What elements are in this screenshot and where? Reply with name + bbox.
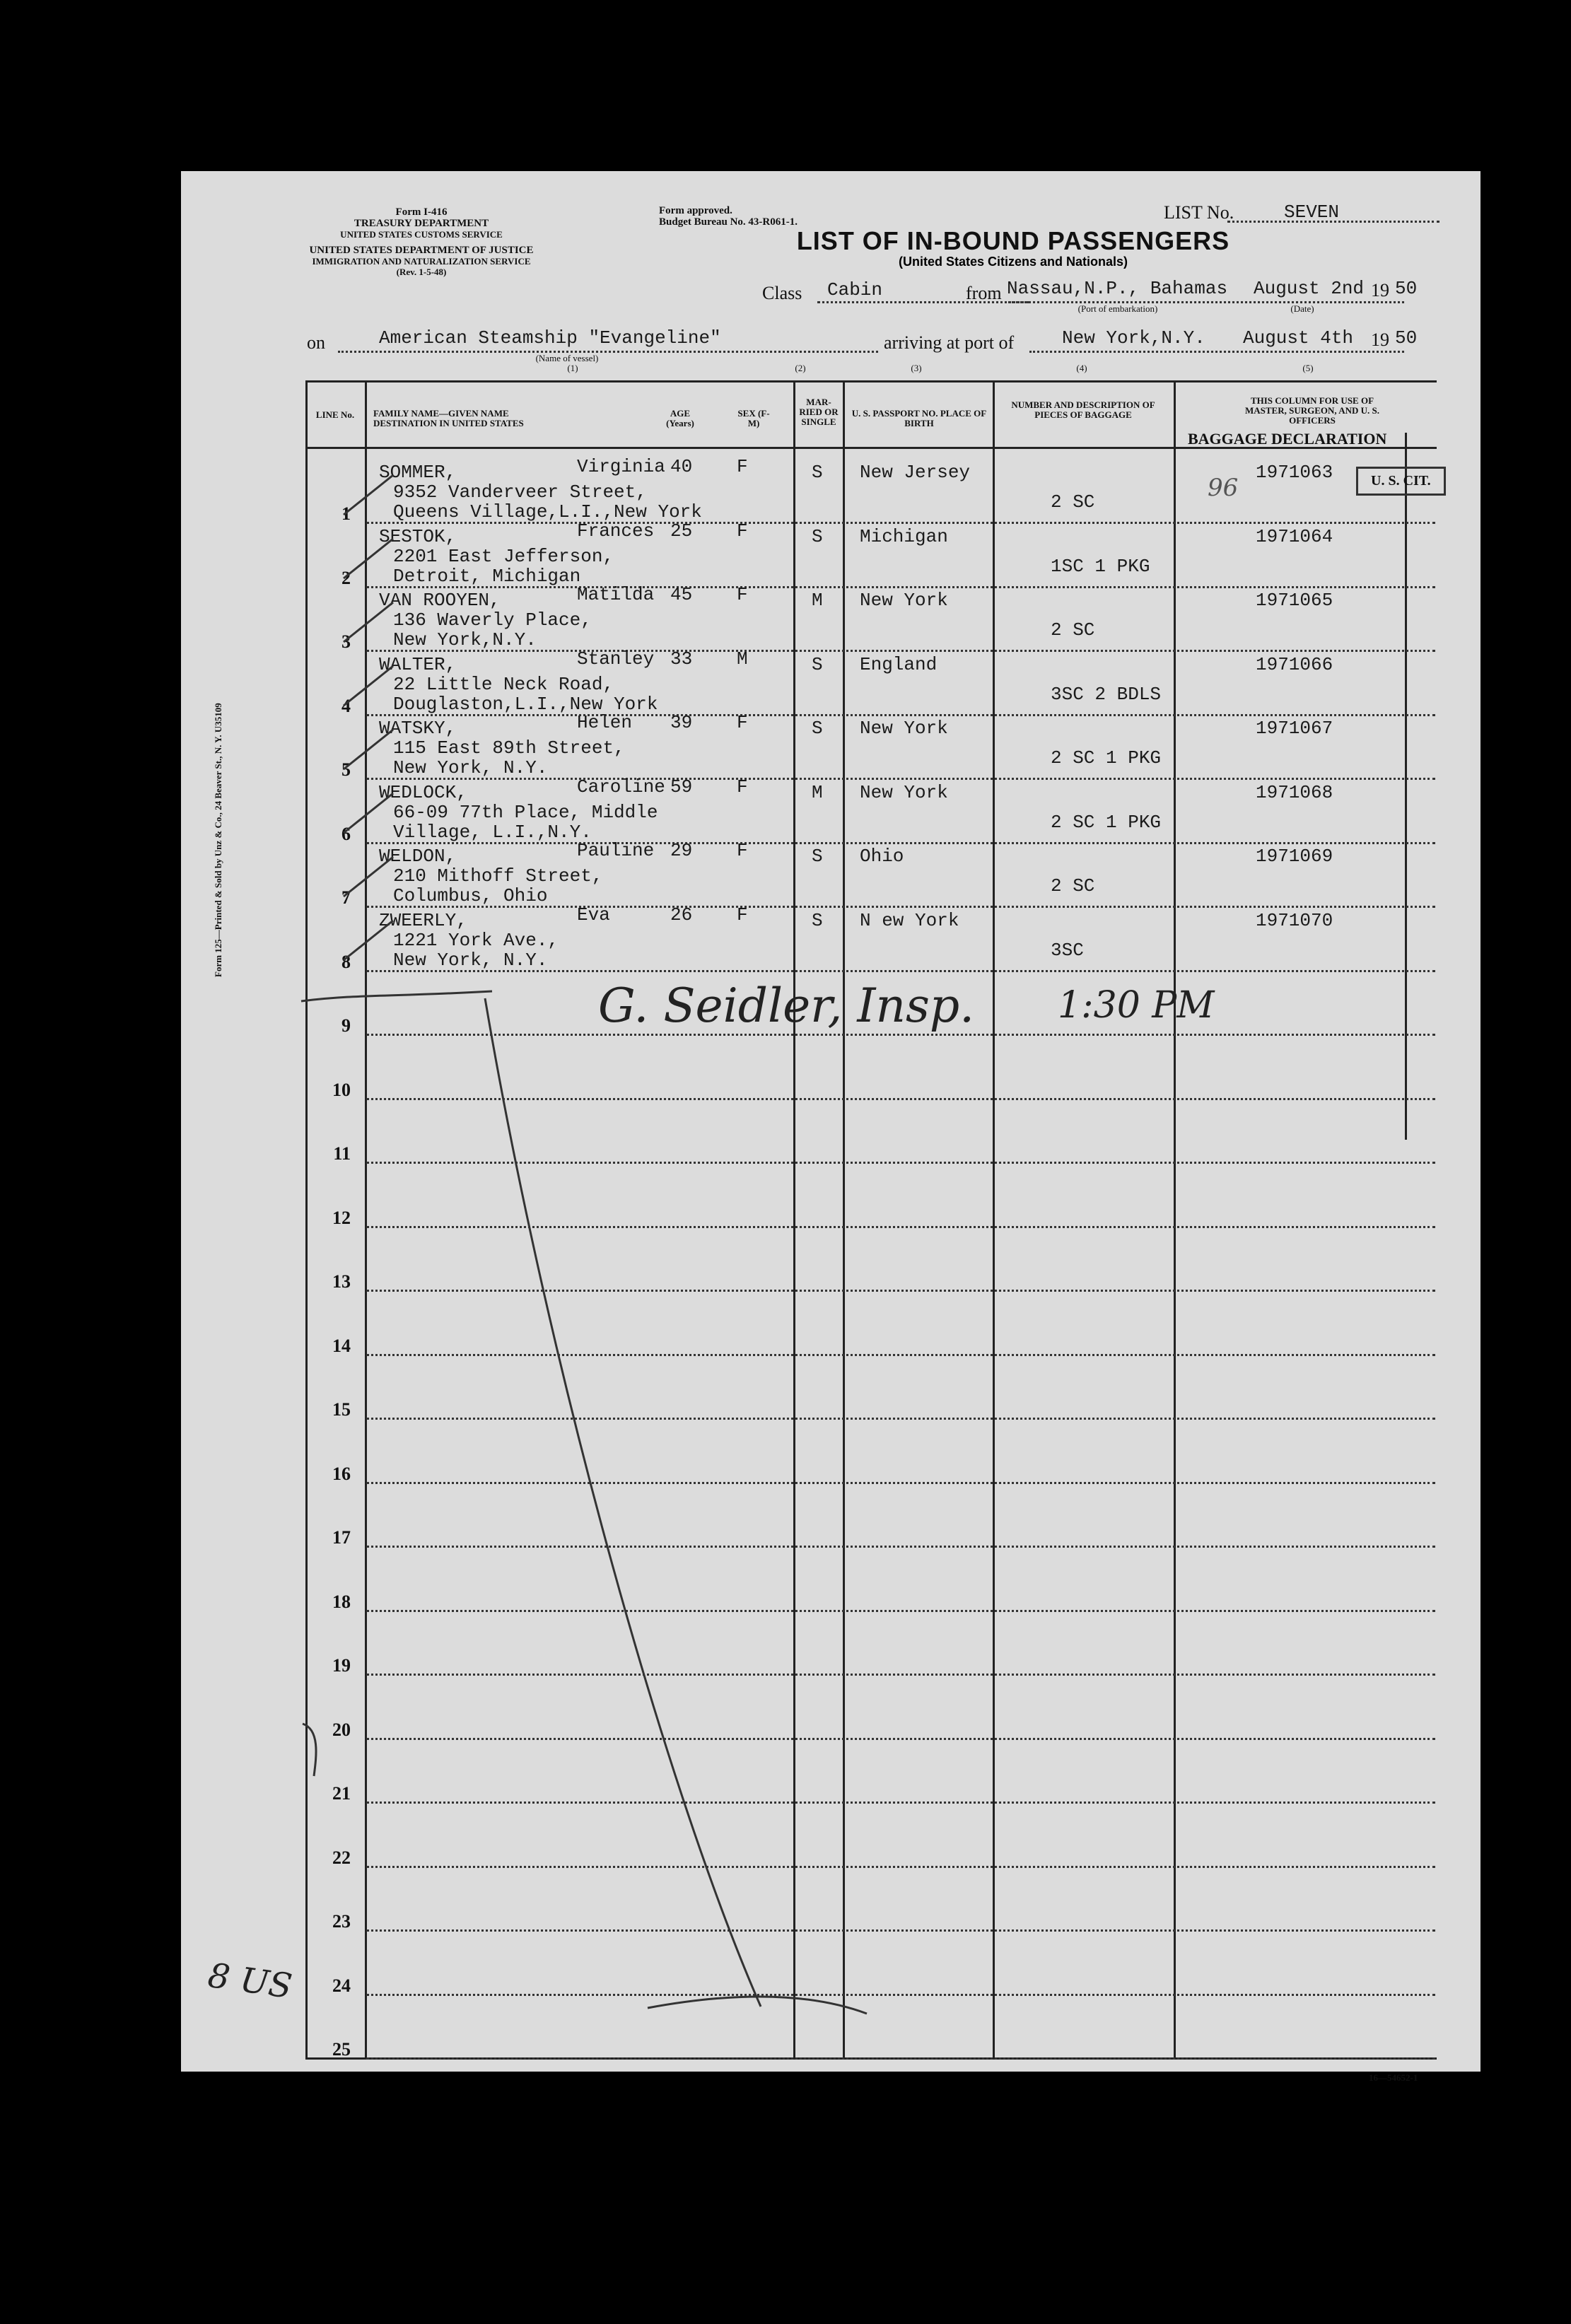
address-line-1: 66-09 77th Place, Middle [393, 801, 658, 823]
declaration-number: 1971067 [1256, 718, 1333, 739]
ink-underline [301, 991, 492, 1001]
address-line-1: 22 Little Neck Road, [393, 673, 614, 695]
col-caption-3: (3) [911, 363, 922, 373]
ink-tick [344, 539, 393, 578]
line-number: 25 [332, 2039, 351, 2060]
given-name: Helen [577, 712, 633, 733]
declaration-number: 1971063 [1256, 462, 1333, 483]
place-of-birth: New York [860, 718, 948, 739]
col-caption-2: (2) [795, 363, 806, 373]
line-number: 24 [332, 1975, 351, 1996]
vessel-caption: (Name of vessel) [535, 353, 599, 363]
address-line-2: Detroit, Michigan [393, 565, 581, 587]
line-number: 23 [332, 1911, 351, 1932]
ink-diagonal-line [485, 998, 761, 2007]
line-number: 3 [341, 631, 351, 652]
family-name: WELDON, [379, 846, 457, 867]
ins-service: IMMIGRATION AND NATURALIZATION SERVICE [312, 256, 531, 267]
port-embark-caption: (Port of embarkation) [1077, 303, 1158, 314]
sex: F [737, 904, 748, 925]
place-of-birth: Michigan [860, 525, 948, 547]
page-subtitle: (United States Citizens and Nationals) [898, 255, 1128, 269]
marital-status: S [812, 525, 823, 547]
budget-bureau: Budget Bureau No. 43-R061-1. [659, 216, 798, 228]
line-number: 9 [341, 1015, 351, 1036]
age: 59 [670, 776, 693, 798]
from-label: from [966, 283, 1002, 303]
ink-margin-stroke [303, 1724, 316, 1776]
class-label: Class [762, 283, 802, 303]
sex: M [737, 648, 748, 670]
age: 40 [670, 456, 693, 477]
address-line-1: 1221 York Ave., [393, 929, 559, 951]
col-age-header: AGE (Years) [666, 408, 694, 428]
family-name: SESTOK, [379, 525, 457, 547]
given-name: Caroline [577, 776, 665, 798]
inspector-signature: G. Seidler, Insp. [598, 979, 975, 1033]
baggage-description: 3SC 2 BDLS [1051, 683, 1162, 705]
baggage-description: 2 SC 1 PKG [1051, 811, 1162, 833]
col-married-header: MAR- RIED OR SINGLE [799, 397, 839, 427]
given-name: Stanley [577, 648, 655, 670]
col-caption-4: (4) [1076, 363, 1087, 373]
form-approved: Form approved. [659, 205, 732, 216]
place-of-birth: New York [860, 590, 948, 611]
margin-note: 8 US [205, 1955, 295, 2007]
line-number: 8 [341, 951, 351, 972]
line-number: 2 [341, 567, 351, 588]
date-caption: (Date) [1290, 303, 1314, 314]
given-name: Pauline [577, 840, 655, 861]
line-number: 19 [332, 1655, 351, 1676]
arriving-year-suffix: 50 [1395, 327, 1418, 349]
customs-service: UNITED STATES CUSTOMS SERVICE [340, 229, 503, 240]
from-port: Nassau,N.P., Bahamas [1007, 278, 1228, 299]
family-name: SOMMER, [379, 462, 457, 483]
inspection-time: 1:30 PM [1058, 984, 1215, 1027]
place-of-birth: Ohio [860, 846, 904, 867]
age: 39 [670, 712, 693, 733]
footer-code: 16—54652-1 [1369, 2072, 1418, 2083]
handwritten-96: 96 [1208, 474, 1239, 502]
marital-status: S [812, 846, 823, 867]
family-name: VAN ROOYEN, [379, 590, 501, 611]
address-line-1: 210 Mithoff Street, [393, 865, 603, 887]
vessel-name: American Steamship "Evangeline" [379, 327, 721, 349]
address-line-2: Columbus, Ohio [393, 885, 548, 906]
marital-status: S [812, 909, 823, 931]
ink-tick [344, 602, 393, 642]
revision: (Rev. 1-5-48) [396, 267, 447, 277]
line-number: 11 [333, 1143, 351, 1164]
family-name: WALTER, [379, 653, 457, 675]
age: 45 [670, 584, 693, 605]
class-value: Cabin [827, 279, 883, 300]
from-year-suffix: 50 [1395, 278, 1418, 299]
sex: F [737, 520, 748, 542]
given-name: Matilda [577, 584, 655, 605]
line-number: 22 [332, 1847, 351, 1868]
address-line-2: New York,N.Y. [393, 629, 537, 650]
line-number: 16 [332, 1463, 351, 1484]
sex: F [737, 712, 748, 733]
line-number: 5 [341, 759, 351, 780]
address-line-2: Douglaston,L.I.,New York [393, 693, 658, 715]
col-name-header: FAMILY NAME—GIVEN NAME [373, 408, 509, 419]
line-number: 7 [341, 887, 351, 908]
declaration-number: 1971069 [1256, 846, 1333, 867]
line-number: 6 [341, 823, 351, 844]
printer-imprint: Form 125—Printed & Sold by Unz & Co., 24 Beaver St., N. Y. U35109 [213, 703, 223, 977]
justice-dept: UNITED STATES DEPARTMENT OF JUSTICE [309, 245, 534, 256]
line-number: 13 [332, 1271, 351, 1292]
marital-status: M [812, 590, 823, 611]
place-of-birth: New Jersey [860, 462, 971, 483]
baggage-description: 2 SC [1051, 491, 1095, 513]
ink-tick [344, 793, 393, 833]
arriving-year-prefix: 19 [1371, 329, 1389, 350]
col-caption-1: (1) [567, 363, 578, 373]
ink-tick [344, 730, 393, 769]
declaration-number: 1971068 [1256, 781, 1333, 803]
declaration-number: 1971064 [1256, 525, 1333, 547]
place-of-birth: New York [860, 781, 948, 803]
family-name: WATSKY, [379, 718, 457, 739]
from-date: August 2nd [1254, 278, 1365, 299]
col-caption-5: (5) [1302, 363, 1314, 373]
marital-status: S [812, 718, 823, 739]
marital-status: S [812, 653, 823, 675]
place-of-birth: N ew York [860, 909, 959, 931]
line-number: 18 [332, 1591, 351, 1612]
age: 33 [670, 648, 693, 670]
age: 25 [670, 520, 693, 542]
line-number: 14 [332, 1335, 351, 1356]
baggage-description: 3SC [1051, 939, 1084, 961]
col-declaration-header: BAGGAGE DECLARATION [1188, 430, 1387, 448]
family-name: WEDLOCK, [379, 781, 467, 803]
age: 29 [670, 840, 693, 861]
family-name: ZWEERLY, [379, 909, 467, 931]
from-year-prefix: 19 [1371, 280, 1389, 300]
page-title: LIST OF IN-BOUND PASSENGERS [796, 226, 1230, 255]
form-number: Form I-416 [395, 206, 448, 218]
treasury-dept: TREASURY DEPARTMENT [354, 218, 489, 229]
address-line-1: 115 East 89th Street, [393, 737, 625, 759]
sex: F [737, 456, 748, 477]
ink-tick [344, 475, 393, 515]
age: 26 [670, 904, 693, 925]
list-no-label: LIST No. [1164, 202, 1234, 223]
baggage-description: 2 SC [1051, 875, 1095, 897]
baggage-description: 1SC 1 PKG [1051, 555, 1150, 577]
baggage-description: 2 SC [1051, 619, 1095, 641]
ink-tick [344, 921, 393, 960]
sex: F [737, 840, 748, 861]
arriving-port: New York,N.Y. [1062, 327, 1205, 349]
sex: F [737, 776, 748, 798]
line-number: 15 [332, 1399, 351, 1420]
address-line-2: Village, L.I.,N.Y. [393, 821, 592, 843]
ink-tick [344, 857, 393, 897]
ink-tick [344, 666, 393, 706]
given-name: Frances [577, 520, 655, 542]
col-sex-header: SEX (F-M) [737, 408, 770, 428]
marital-status: M [812, 781, 823, 803]
col-line-header: LINE No. [315, 409, 355, 420]
address-line-1: 2201 East Jefferson, [393, 545, 614, 567]
us-citizen-stamp: U. S. CIT. [1356, 467, 1446, 496]
address-line-2: Queens Village,L.I.,New York [393, 501, 702, 522]
declaration-number: 1971070 [1256, 909, 1333, 931]
line-number: 4 [341, 695, 351, 716]
list-no-value: SEVEN [1284, 202, 1340, 223]
col-officers-header: THIS COLUMN FOR USE OF MASTER, SURGEON, AND U. S. OFFICERS [1245, 395, 1379, 426]
address-line-1: 9352 Vanderveer Street, [393, 481, 647, 503]
place-of-birth: England [860, 653, 938, 675]
line-number: 12 [332, 1207, 351, 1228]
arriving-label: arriving at port of [884, 332, 1015, 353]
arriving-date: August 4th [1243, 327, 1354, 349]
baggage-description: 2 SC 1 PKG [1051, 747, 1162, 769]
sex: F [737, 584, 748, 605]
line-number: 1 [341, 503, 351, 524]
line-number: 20 [332, 1719, 351, 1740]
declaration-number: 1971065 [1256, 590, 1333, 611]
col-baggage-header: NUMBER AND DESCRIPTION OF PIECES OF BAGGAGE [1011, 399, 1155, 420]
line-number: 21 [332, 1783, 351, 1804]
on-label: on [307, 332, 325, 353]
address-line-2: New York, N.Y. [393, 757, 548, 778]
manifest-page [181, 171, 1481, 2083]
col-passport-header: U. S. PASSPORT NO. PLACE OF BIRTH [851, 408, 987, 428]
address-line-2: New York, N.Y. [393, 949, 548, 971]
declaration-number: 1971066 [1256, 653, 1333, 675]
col-dest-header: DESTINATION IN UNITED STATES [373, 418, 524, 428]
pen-marks [181, 171, 1481, 2072]
line-number: 10 [332, 1079, 351, 1100]
given-name: Eva [577, 904, 610, 925]
given-name: Virginia [577, 456, 665, 477]
marital-status: S [812, 462, 823, 483]
line-number: 17 [332, 1527, 351, 1548]
address-line-1: 136 Waverly Place, [393, 609, 592, 631]
